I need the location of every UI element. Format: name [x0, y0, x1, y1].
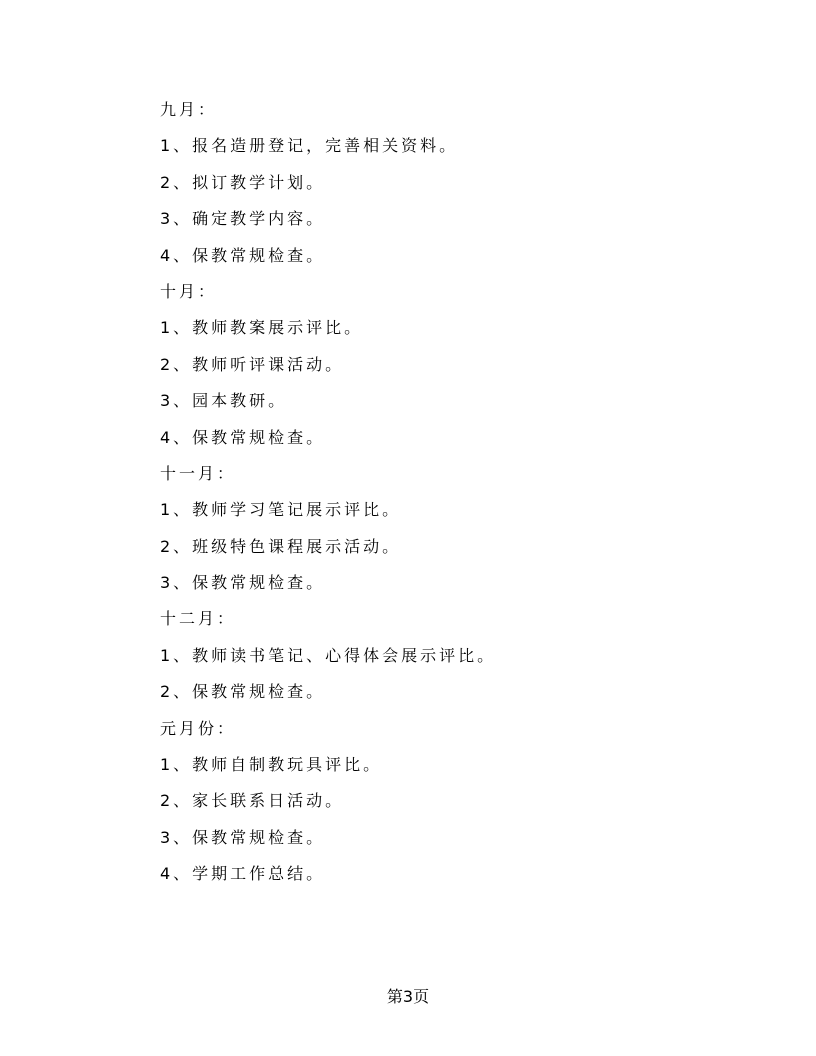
list-item: 3、保教常规检查。 — [160, 573, 326, 593]
list-item: 2、保教常规检查。 — [160, 682, 326, 702]
month-heading-november: 十一月： — [160, 463, 237, 483]
page-number: 第3页 — [386, 987, 430, 1006]
list-item: 2、班级特色课程展示活动。 — [160, 536, 402, 556]
month-heading-october: 十月： — [160, 281, 218, 301]
month-heading-december: 十二月： — [160, 609, 237, 629]
list-item: 1、教师教案展示评比。 — [160, 318, 364, 338]
list-item: 2、家长联系日活动。 — [160, 791, 345, 811]
list-item: 4、学期工作总结。 — [160, 864, 326, 884]
list-item: 3、保教常规检查。 — [160, 827, 326, 847]
month-heading-january: 元月份： — [160, 718, 237, 738]
list-item: 3、确定教学内容。 — [160, 209, 326, 229]
document-body — [160, 92, 680, 893]
list-item: 1、教师读书笔记、心得体会展示评比。 — [160, 645, 497, 665]
list-item: 4、保教常规检查。 — [160, 427, 326, 447]
list-item: 2、拟订教学计划。 — [160, 172, 326, 192]
list-item: 1、教师自制教玩具评比。 — [160, 755, 383, 775]
list-item: 1、报名造册登记，完善相关资料。 — [160, 136, 459, 156]
list-item: 4、保教常规检查。 — [160, 245, 326, 265]
month-heading-september: 九月： — [160, 100, 218, 119]
list-item: 3、园本教研。 — [160, 391, 288, 411]
list-item: 1、教师学习笔记展示评比。 — [160, 500, 402, 520]
list-item: 2、教师听评课活动。 — [160, 354, 345, 374]
